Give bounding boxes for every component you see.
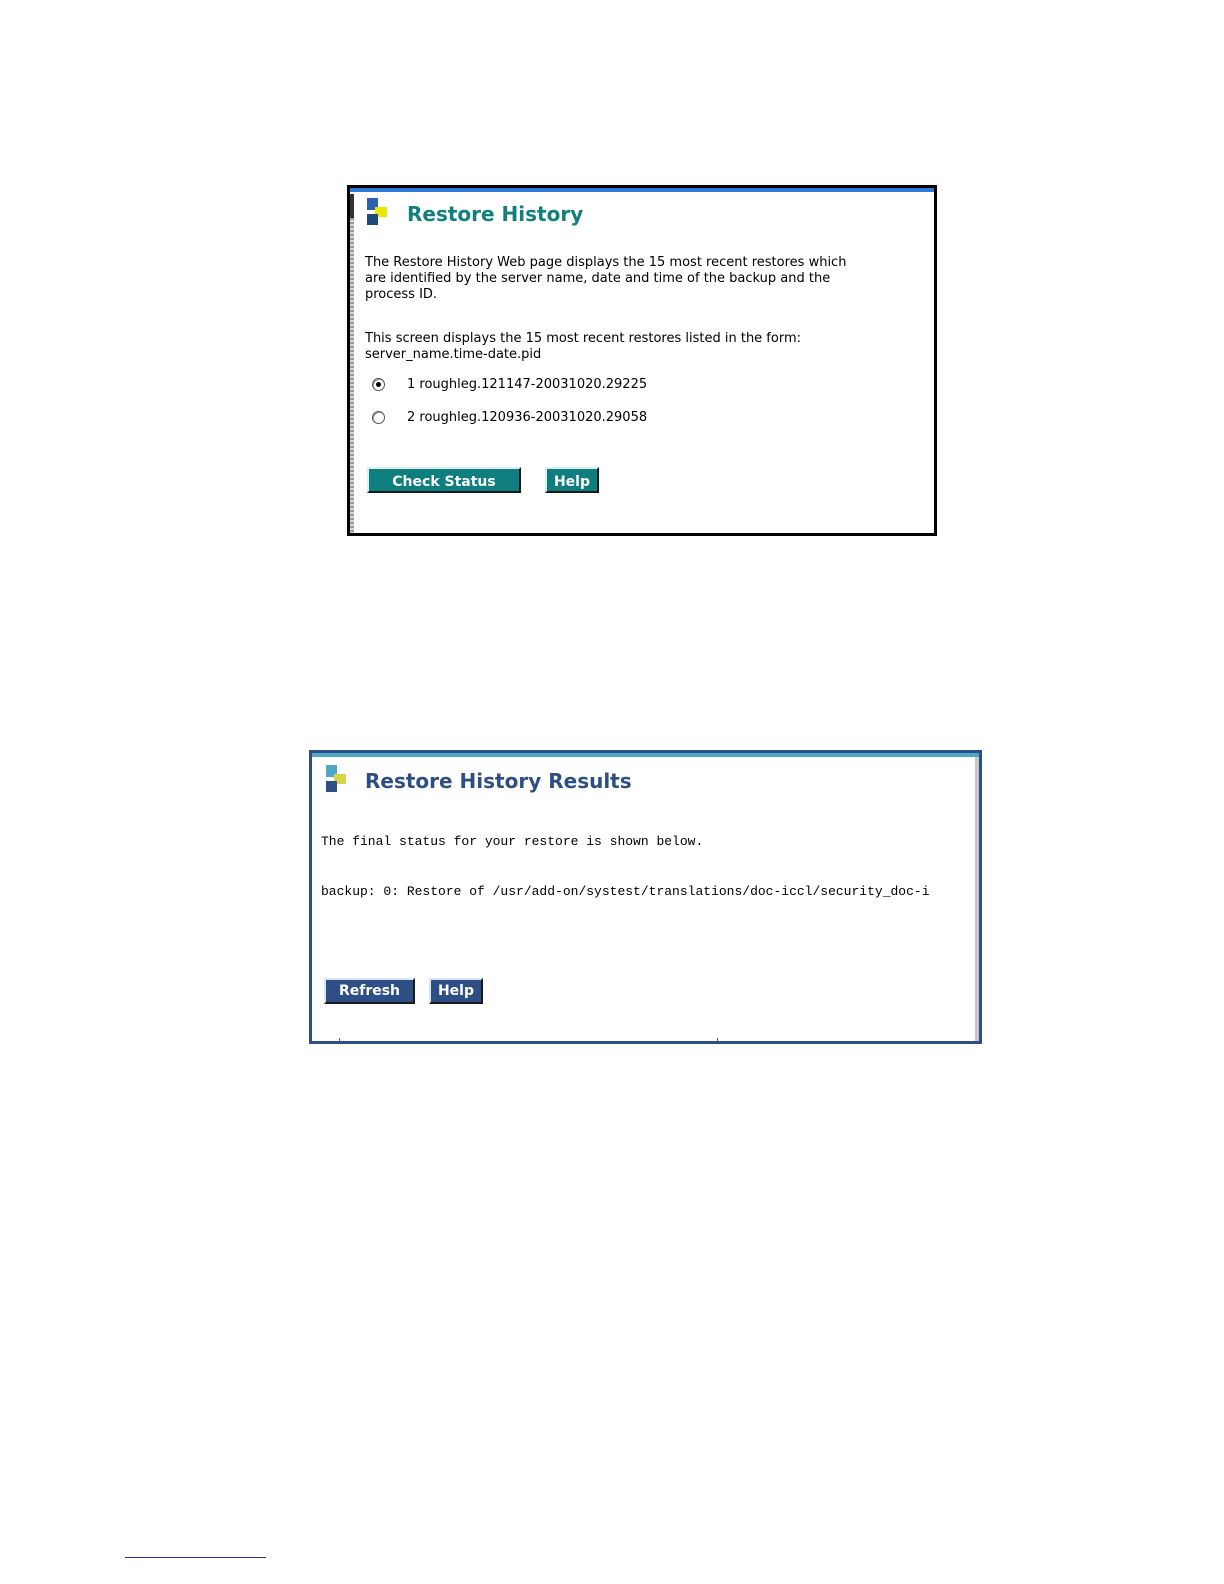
status-text: The final status for your restore is shown below.: [321, 834, 704, 849]
footnote-divider: [125, 1557, 266, 1558]
panel-top-bar: [350, 188, 934, 192]
check-status-button[interactable]: Check Status: [367, 467, 521, 493]
description-text: The Restore History Web page displays the 15 most recent restores which are identified by the server name, date and time of the backup and the process ID.: [365, 255, 847, 302]
app-logo-icon: [367, 198, 391, 226]
panel-left-edge: [350, 194, 354, 533]
radio-button[interactable]: [372, 411, 385, 424]
page-title: Restore History: [407, 202, 584, 226]
refresh-button[interactable]: Refresh: [324, 978, 415, 1004]
scrollbar-edge[interactable]: [975, 757, 979, 1041]
help-button[interactable]: Help: [545, 467, 599, 493]
panel-left-edge-marker: [350, 194, 354, 218]
help-button[interactable]: Help: [429, 978, 483, 1004]
panel-top-bar: [312, 753, 979, 757]
radio-button-selected[interactable]: [372, 378, 385, 391]
restore-option[interactable]: [372, 408, 647, 426]
restore-option[interactable]: [372, 375, 647, 393]
restore-option-label: 1 roughleg.121147-20031020.29225: [407, 376, 648, 392]
app-logo-icon: [326, 765, 350, 793]
backup-status-line: backup: 0: Restore of /usr/add-on/systest/translations/doc-iccl/security_doc-i: [321, 884, 930, 899]
restore-history-panel: [347, 185, 937, 536]
form-note-text: This screen displays the 15 most recent restores listed in the form: server_name.time-date.pid: [365, 331, 802, 362]
panel-bottom-edge: [312, 1038, 975, 1041]
page-title: Restore History Results: [365, 769, 632, 793]
restore-option-label: 2 roughleg.120936-20031020.29058: [407, 409, 648, 425]
restore-history-results-panel: [309, 750, 982, 1044]
